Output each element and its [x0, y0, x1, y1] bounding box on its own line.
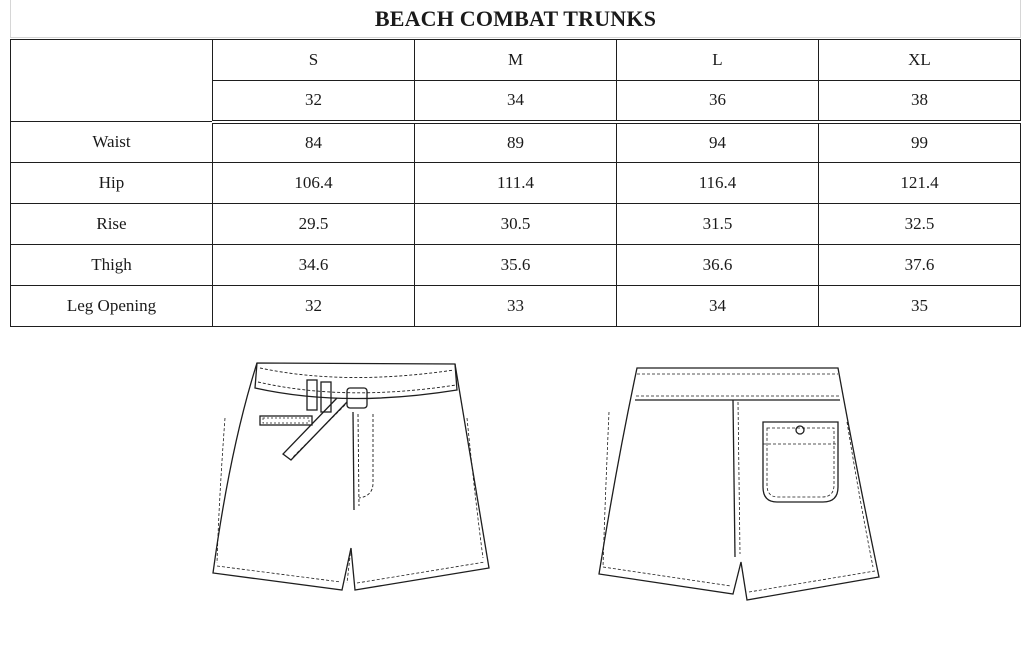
table-row	[11, 122, 1021, 163]
table-cell: 29.5	[213, 204, 415, 245]
table-cell: 32.5	[819, 204, 1021, 245]
table-cell: 121.4	[819, 163, 1021, 204]
table-cell: 34.6	[213, 245, 415, 286]
table-cell: 94	[617, 122, 819, 163]
table-cell: 116.4	[617, 163, 819, 204]
table-cell: 30.5	[415, 204, 617, 245]
table-cell: 37.6	[819, 245, 1021, 286]
row-label: Waist	[11, 122, 213, 163]
garment-sketches	[0, 350, 1033, 610]
table-cell: 31.5	[617, 204, 819, 245]
table-row	[11, 204, 1021, 245]
table-cell: 99	[819, 122, 1021, 163]
table-cell: 34	[617, 286, 819, 327]
size-letter-row	[11, 40, 1021, 81]
size-number-cell: 34	[415, 81, 617, 122]
shorts-back-icon	[595, 362, 885, 607]
table-cell: 35	[819, 286, 1021, 327]
table-row	[11, 163, 1021, 204]
size-number-cell: 36	[617, 81, 819, 122]
table-cell: 106.4	[213, 163, 415, 204]
row-label: Hip	[11, 163, 213, 204]
page-title: BEACH COMBAT TRUNKS	[374, 5, 657, 31]
table-cell: 111.4	[415, 163, 617, 204]
table-cell: 32	[213, 286, 415, 327]
table-cell: 35.6	[415, 245, 617, 286]
row-label: Leg Opening	[11, 286, 213, 327]
table-cell: 89	[415, 122, 617, 163]
table-cell: 36.6	[617, 245, 819, 286]
row-label: Thigh	[11, 245, 213, 286]
size-header-cell: XL	[819, 40, 1021, 81]
shorts-front-icon	[205, 358, 505, 603]
table-row	[11, 286, 1021, 327]
size-chart-table	[10, 39, 1021, 327]
row-label: Rise	[11, 204, 213, 245]
size-header-cell: M	[415, 40, 617, 81]
size-number-cell: 38	[819, 81, 1021, 122]
size-header-cell: L	[617, 40, 819, 81]
table-cell: 84	[213, 122, 415, 163]
size-header-cell: S	[213, 40, 415, 81]
size-number-cell: 32	[213, 81, 415, 122]
table-row	[11, 245, 1021, 286]
table-cell: 33	[415, 286, 617, 327]
title-bar	[10, 0, 1021, 38]
corner-cell	[11, 40, 213, 122]
